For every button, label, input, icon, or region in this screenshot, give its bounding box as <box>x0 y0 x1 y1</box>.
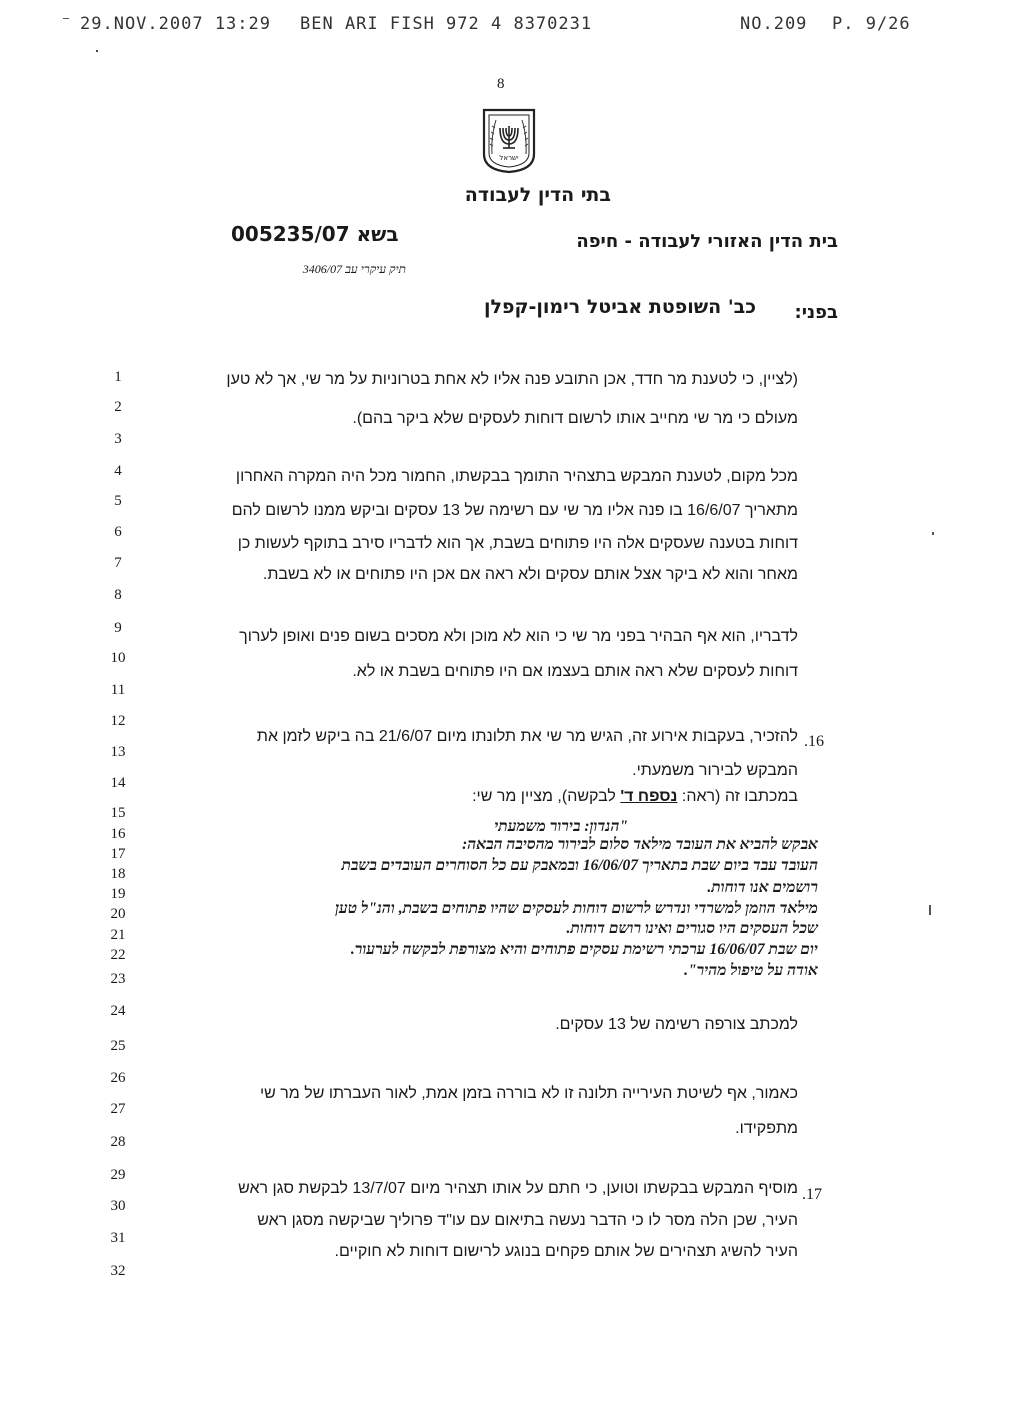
line-number: 9 <box>114 620 122 636</box>
body-line: דוחות בטענה שעסקים אלה היו פתוחים בשבת, אך הוא לדבריו סירב בתוקף לעשות כן <box>237 535 798 552</box>
body-line: העיר להשיג תצהירים של אותם פקחים בנוגע לרישום דוחות לא חוקיים. <box>334 1243 798 1260</box>
main-case-number: תיק עיקרי עב 3406/07 <box>302 262 406 276</box>
scan-speck <box>96 50 98 52</box>
body-line: (לציין, כי לטענת מר חדד, אכן התובע פנה אליו לא אחת בטרוניות על מר שי, אך לא טען <box>226 371 798 388</box>
fax-number: NO.209 <box>740 14 808 34</box>
line-number: 24 <box>110 1003 126 1019</box>
body-line: מוסיף המבקש בבקשתו וטוען, כי חתם על אותו תצהיר מיום 13/7/07 לבקשת סגן ראש <box>238 1180 798 1197</box>
line-number: 23 <box>110 971 126 987</box>
line-number: 2 <box>114 399 122 415</box>
line-number: 11 <box>110 682 126 698</box>
body-line: מתאריך 16/6/07 בו פנה אליו מר שי עם רשימה של 13 עסקים וביקש ממנו לרשום להם <box>231 502 798 519</box>
line-number: 20 <box>110 906 126 922</box>
line-number: 10 <box>110 650 126 666</box>
line-number: 32 <box>110 1263 126 1279</box>
court-name: בית הדין האזורי לעבודה - חיפה <box>576 231 838 252</box>
body-line: כאמור, אף לשיטת העירייה תלונה זו לא בוררה בזמן אמת, לאור העברתו של מר שי <box>259 1085 798 1102</box>
line-number: 15 <box>110 805 126 821</box>
line-number: 7 <box>114 555 122 571</box>
body-line: למכתב צורפה רשימה של 13 עסקים. <box>555 1016 798 1033</box>
line-number: 18 <box>110 866 126 882</box>
reference-prefix: במכתבו זה (ראה: <box>677 788 798 805</box>
line-number: 12 <box>110 713 126 729</box>
quote-line: מילאד הוזמן למשרדי ונדרש לרשום דוחות לעסקים שהיו פתוחים בשבת, והנ"ל טען <box>335 900 818 917</box>
body-line-reference <box>472 788 798 806</box>
line-number: 14 <box>110 775 126 791</box>
line-number: 6 <box>114 524 122 540</box>
body-line: מתפקידו. <box>735 1120 798 1137</box>
line-number: 19 <box>110 886 126 902</box>
body-line: מכל מקום, לטענת המבקש בתצהיר התומך בבקשתו, החמור מכל היה המקרה האחרון <box>235 468 798 485</box>
quote-line: שכל העסקים היו סגורים ואינו רושם דוחות. <box>566 920 818 937</box>
page-number: 8 <box>497 76 505 92</box>
section-number: .16 <box>804 733 824 750</box>
scan-speck <box>63 18 69 19</box>
court-system-title: בתי הדין לעבודה <box>464 184 611 206</box>
judge-label: בפני: <box>794 302 838 323</box>
quote-line: יום שבת 16/06/07 ערכתי רשימת עסקים פתוחים והיא מצורפת לבקשה לערעור. <box>350 941 818 958</box>
line-number: 25 <box>110 1038 126 1054</box>
body-line: מעולם כי מר שי מחייב אותו לרשום דוחות לעסקים שלא ביקר בהם). <box>352 410 798 427</box>
quote-line: העובד עבד ביום שבת בתאריך 16/06/07 ובמאבק עם כל הסוחרים העובדים בשבת <box>341 857 818 874</box>
fax-sender: BEN ARI FISH 972 4 8370231 <box>300 14 593 34</box>
line-number: 21 <box>110 927 126 943</box>
line-number: 5 <box>114 493 122 509</box>
line-number: 26 <box>110 1070 126 1086</box>
body-line: להזכיר, בעקבות אירוע זה, הגיש מר שי את תלונתו מיום 21/6/07 בה ביקש לזמן את <box>256 728 798 745</box>
fax-page: P. 9/26 <box>832 14 911 34</box>
quote-line: אבקש להביא את העובד מילאד סלום לבירור מהסיבה הבאה: <box>462 836 818 853</box>
line-number: 4 <box>114 463 122 479</box>
case-number: בשא 005235/07 <box>231 222 399 246</box>
line-number: 30 <box>110 1198 126 1214</box>
body-line: לדבריו, הוא אף הבהיר בפני מר שי כי הוא לא מוכן ולא מסכים בשום פנים ואופן לערוך <box>239 628 798 645</box>
body-line: מאחר והוא לא ביקר אצל אותם עסקים ולא ראה אם אכן היו פתוחים או לא בשבת. <box>262 566 798 583</box>
line-number: 31 <box>110 1230 126 1246</box>
state-emblem-icon <box>480 106 538 174</box>
line-number: 8 <box>114 587 122 603</box>
line-number: 22 <box>110 947 126 963</box>
line-number: 16 <box>110 826 126 842</box>
scan-speck <box>932 532 934 535</box>
body-line: המבקש לבירור משמעתי. <box>632 762 798 779</box>
line-number: 28 <box>110 1134 126 1150</box>
annex-reference: נספח ד' <box>620 788 678 805</box>
section-number: .17 <box>802 1186 822 1203</box>
line-number: 27 <box>110 1101 126 1117</box>
judge-name: כב' השופטת אביטל רימון-קפלן <box>483 296 756 318</box>
quote-line: רושמים אנו דוחות. <box>707 879 818 896</box>
quote-line: אודה על טיפול מהיר". <box>684 962 818 979</box>
line-number: 13 <box>110 744 126 760</box>
quote-line: "הנדון: בירור משמעתי <box>494 818 628 835</box>
line-number: 3 <box>114 431 122 447</box>
emblem-caption: ישראל <box>499 154 519 162</box>
line-number: 17 <box>110 846 126 862</box>
body-line: העיר, שכן הלה מסר לו כי הדבר נעשה בתיאום עם עו"ד פרוליך שביקשה מסגן ראש <box>257 1212 798 1229</box>
reference-suffix: לבקשה), מציין מר שי: <box>472 788 621 805</box>
body-line: דוחות לעסקים שלא ראה אותם בעצמו אם היו פתוחים בשבת או לא. <box>352 663 798 680</box>
scan-speck <box>929 905 931 915</box>
line-number: 29 <box>110 1167 126 1183</box>
fax-datetime: 29.NOV.2007 13:29 <box>80 14 271 34</box>
line-number: 1 <box>114 369 122 385</box>
